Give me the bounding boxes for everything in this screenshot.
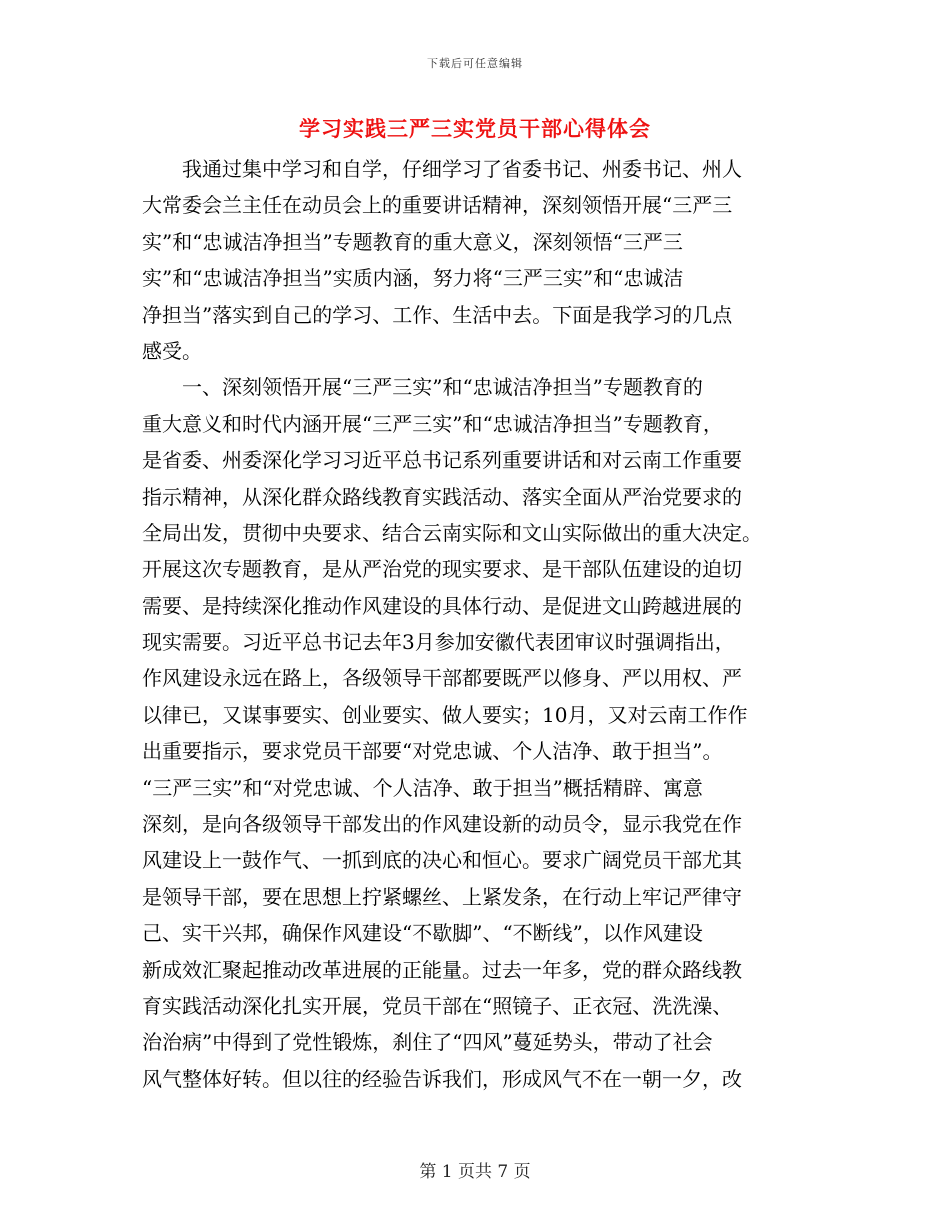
- document-body: [142, 151, 810, 1097]
- body-line: 风气整体好转。但以往的经验告诉我们，形成风气不在一朝一夕，改: [142, 1066, 742, 1091]
- body-line: 我通过集中学习和自学，仔细学习了省委书记、州委书记、州人: [182, 157, 742, 181]
- body-line: 指示精神，从深化群众路线教育实践活动、落实全面从严治党要求的: [142, 484, 742, 509]
- body-line: 开展这次专题教育，是从严治党的现实要求、是干部队伍建设的迫切: [142, 557, 742, 582]
- body-line: 新成效汇聚起推动改革进展的正能量。过去一年多，党的群众路线教: [142, 957, 742, 982]
- body-line: 一、深刻领悟开展“三严三实”和“忠诚洁净担当”专题教育的: [182, 375, 703, 400]
- body-line: 己、实干兴邦，确保作风建设“不歇脚”、“不断线”，以作风建设: [142, 921, 703, 946]
- body-line: 净担当”落实到自己的学习、工作、生活中去。下面是我学习的几点: [142, 302, 733, 327]
- body-line: 实”和“忠诚洁净担当”实质内涵，努力将“三严三实”和“忠诚洁: [142, 266, 684, 291]
- body-line: 需要、是持续深化推动作风建设的具体行动、是促进文山跨越进展的: [142, 593, 742, 618]
- body-line: 治治病”中得到了党性锻炼，刹住了“四风”蔓延势头，带动了社会: [142, 1030, 713, 1055]
- body-line: 大常委会兰主任在动员会上的重要讲话精神，深刻领悟开展“三严三: [142, 193, 733, 218]
- page-header-note: 下载后可任意编辑: [427, 57, 523, 70]
- body-line: 实”和“忠诚洁净担当”专题教育的重大意义，深刻领悟“三严三: [142, 229, 683, 254]
- body-line: 育实践活动深化扎实开展，党员干部在“照镜子、正衣冠、洗洗澡、: [142, 993, 733, 1018]
- body-line: 深刻，是向各级领导干部发出的作风建设新的动员令，显示我党在作: [142, 812, 742, 837]
- document-title: 学习实践三严三实党员干部心得体会: [299, 116, 651, 141]
- body-line: 感受。: [142, 338, 202, 363]
- body-line: 出重要指示，要求党员干部要“对党忠诚、个人洁净、敢于担当”。: [142, 739, 723, 764]
- body-line: 风建设上一鼓作气、一抓到底的决心和恒心。要求广阔党员干部尤其: [142, 848, 742, 873]
- body-line: 重大意义和时代内涵开展“三严三实”和“忠诚洁净担当”专题教育，: [142, 411, 723, 436]
- body-line: “三严三实”和“对党忠诚、个人洁净、敢于担当”概括精辟、寓意: [142, 775, 703, 800]
- body-line: 作风建设永远在路上，各级领导干部都要既严以修身、严以用权、严: [142, 666, 742, 691]
- body-line: 全局出发，贯彻中央要求、结合云南实际和文山实际做出的重大决定。: [142, 520, 762, 545]
- page-number: 第 1 页共 7 页: [419, 1162, 531, 1182]
- body-line: 是领导干部，要在思想上拧紧螺丝、上紧发条，在行动上牢记严律守: [142, 884, 742, 909]
- body-line: 现实需要。习近平总书记去年3月参加安徽代表团审议时强调指出，: [142, 630, 735, 655]
- body-line: 是省委、州委深化学习习近平总书记系列重要讲话和对云南工作重要: [142, 448, 742, 473]
- body-line: 以律已，又谋事要实、创业要实、做人要实；10月，又对云南工作作: [142, 702, 748, 727]
